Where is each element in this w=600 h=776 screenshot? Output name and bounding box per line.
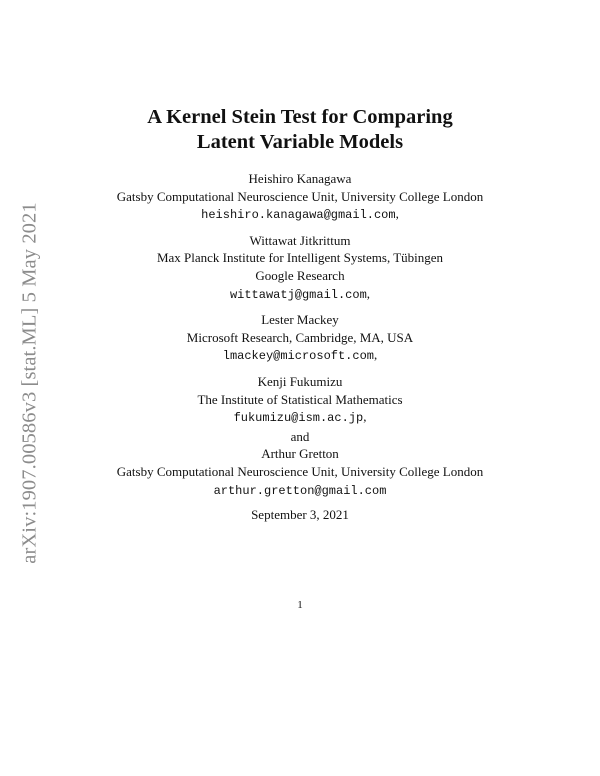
title-line-1: A Kernel Stein Test for Comparing: [147, 106, 453, 128]
author-block: [0, 373, 600, 428]
author-affiliation: Gatsby Computational Neuroscience Unit, University College London: [116, 463, 484, 479]
email-separator: ,: [366, 285, 371, 301]
author-email-line: [0, 346, 600, 366]
author-block: [0, 170, 600, 225]
paper-title: [0, 105, 600, 155]
spacer: [0, 304, 600, 311]
author-email: fukumizu@ism.ac.jp: [233, 411, 364, 426]
page-number: 1: [297, 599, 303, 611]
author-affiliation: The Institute of Statistical Mathematics: [197, 391, 403, 407]
author-block: [0, 311, 600, 366]
author-name: Heishiro Kanagawa: [248, 171, 352, 186]
spacer: [0, 366, 600, 373]
author-conjunction: and: [290, 428, 310, 444]
author-affiliation: Gatsby Computational Neuroscience Unit, University College London: [116, 188, 484, 204]
author-name: Kenji Fukumizu: [257, 373, 343, 389]
author-email: heishiro.kanagawa@gmail.com: [201, 208, 396, 223]
arxiv-identifier: arXiv:1907.00586v3 [stat.ML] 5 May 2021: [18, 202, 41, 564]
publication-date: September 3, 2021: [251, 507, 349, 522]
author-email-line: [0, 481, 600, 501]
author-email: wittawatj@gmail.com: [229, 287, 367, 302]
author-email-line: [0, 285, 600, 305]
author-list: [0, 170, 600, 500]
author-name: Arthur Gretton: [261, 446, 339, 462]
author-affiliation: Max Planck Institute for Intelligent Systems, Tübingen: [156, 250, 444, 266]
author-block: [0, 232, 600, 304]
email-separator: ,: [395, 206, 399, 222]
author-affiliation: Microsoft Research, Cambridge, MA, USA: [186, 329, 414, 345]
spacer: [0, 225, 600, 232]
author-email: arthur.gretton@gmail.com: [213, 483, 387, 498]
author-email: lmackey@microsoft.com: [222, 349, 374, 364]
author-email-line: [0, 205, 600, 225]
author-email-line: [0, 408, 600, 428]
author-block: [0, 445, 600, 500]
email-separator: ,: [373, 347, 378, 363]
email-separator: ,: [363, 409, 367, 425]
author-name: Lester Mackey: [261, 312, 339, 328]
title-line-2: Latent Variable Models: [196, 131, 404, 153]
author-name: Wittawat Jitkrittum: [249, 232, 351, 248]
author-affiliation: Google Research: [255, 267, 345, 283]
